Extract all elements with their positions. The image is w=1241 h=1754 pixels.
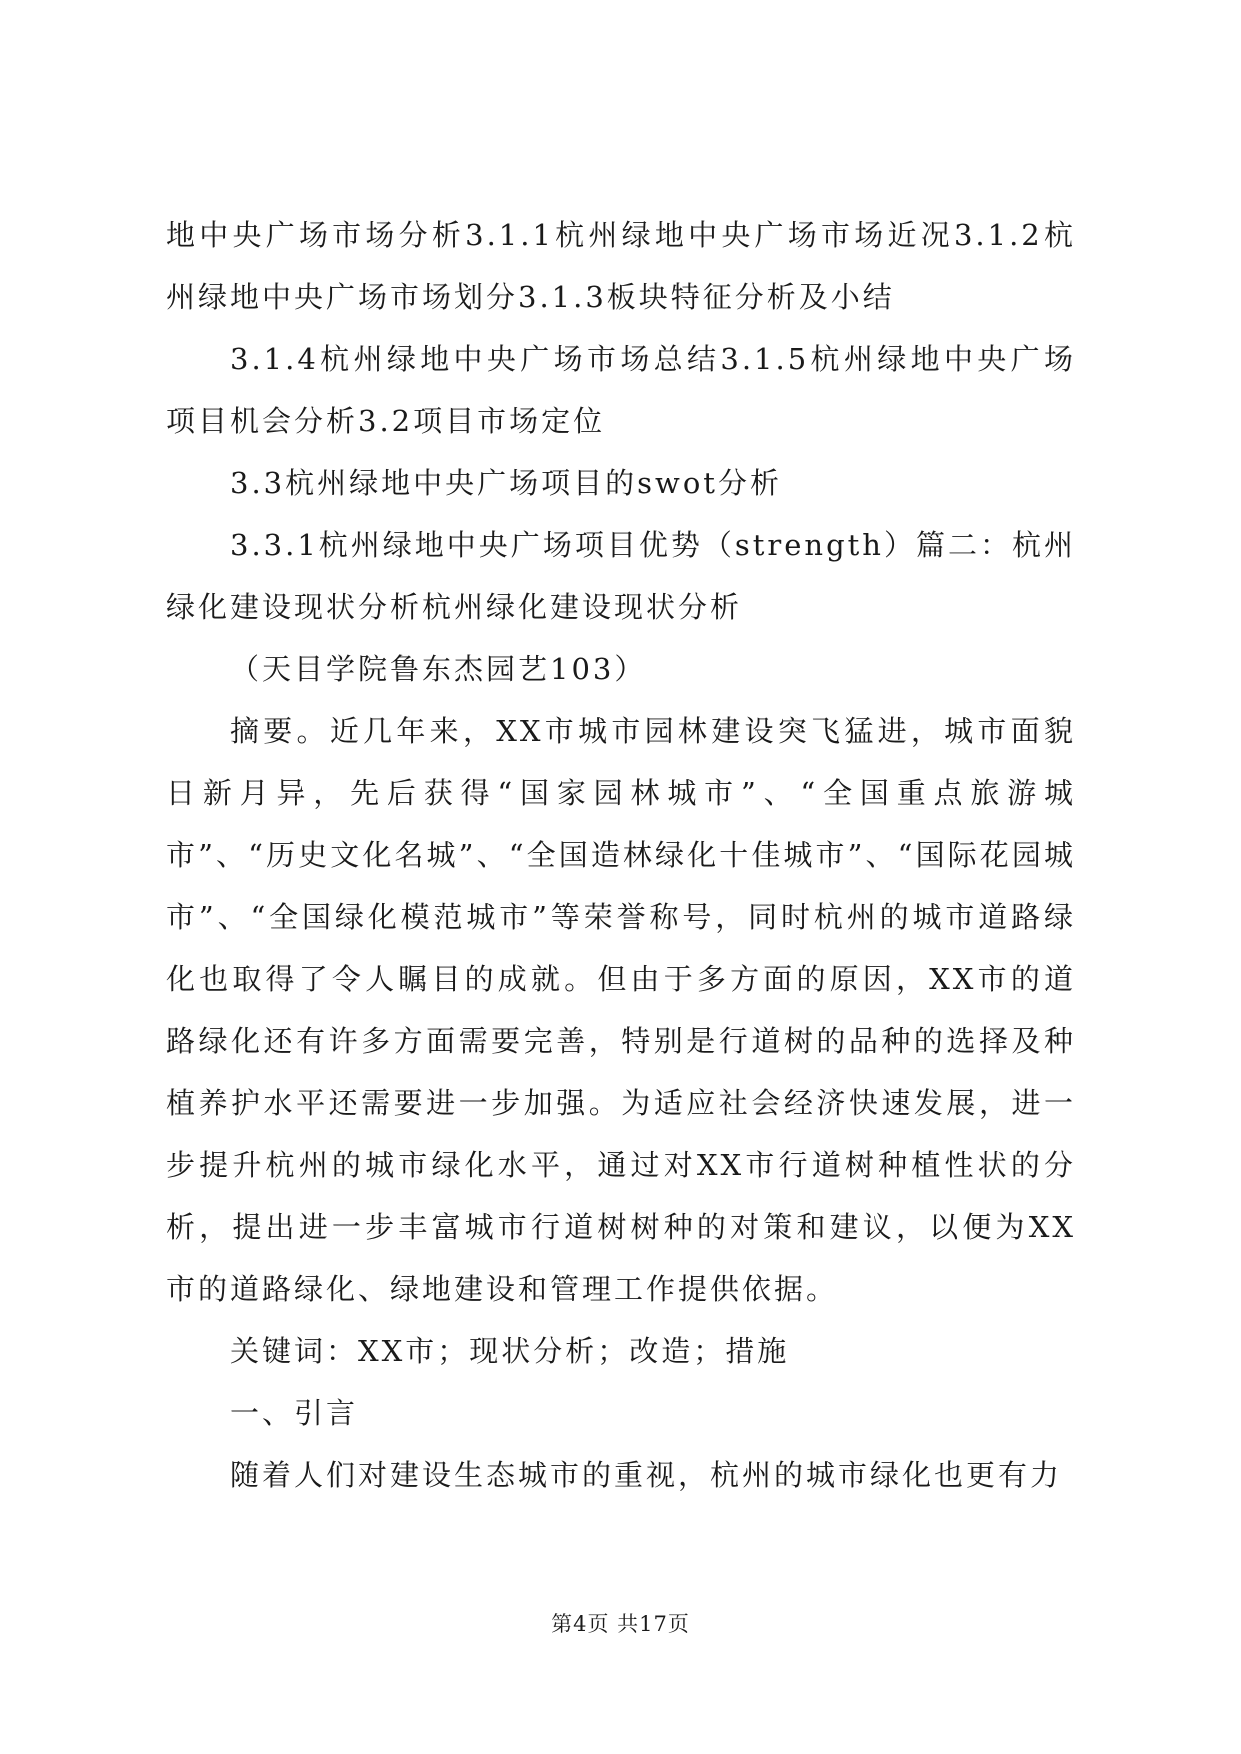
page-number-footer: 第4页 共17页: [551, 1612, 690, 1636]
section-heading-introduction: 一、引言: [230, 1396, 359, 1430]
paragraph-2: 3.1.4杭州绿地中央广场市场总结3.1.5杭州绿地中央广场项目机会分析3.2项目市场定位: [166, 342, 1076, 438]
paragraph-introduction: 随着人们对建设生态城市的重视，杭州的城市绿化也更有力: [230, 1458, 1063, 1492]
abstract-paragraph: 摘要。近几年来，XX市城市园林建设突飞猛进，城市面貌日新月异，先后获得“国家园林城市”、“全国重点旅游城市”、“历史文化名城”、“全国造林绿化十佳城市”、“国际花园城市”、“全国绿化模范城市”等荣誉称号，同时杭州的城市道路绿化也取得了令人瞩目的成就。但由于多方面的原因，XX市的道路绿化还有许多方面需要完善，特别是行道树的品种的选择及种植养护水平还需要进一步加强。为适应社会经济快速发展，进一步提升杭州的城市绿化水平，通过对XX市行道树种植性状的分析，提出进一步丰富城市行道树树种的对策和建议，以便为XX市的道路绿化、绿地建设和管理工作提供依据。: [166, 714, 1076, 1306]
paragraph-1: 地中央广场市场分析3.1.1杭州绿地中央广场市场近况3.1.2杭州绿地中央广场市场划分3.1.3板块特征分析及小结: [166, 218, 1076, 314]
document-body: [166, 204, 1076, 1506]
paragraph-3: 3.3杭州绿地中央广场项目的swot分析: [230, 466, 782, 500]
author-line: （天目学院鲁东杰园艺103）: [230, 652, 647, 686]
keywords-line: 关键词：XX市；现状分析；改造；措施: [230, 1334, 790, 1368]
paragraph-4: 3.3.1杭州绿地中央广场项目优势（strength）篇二：杭州绿化建设现状分析杭州绿化建设现状分析: [166, 528, 1076, 624]
